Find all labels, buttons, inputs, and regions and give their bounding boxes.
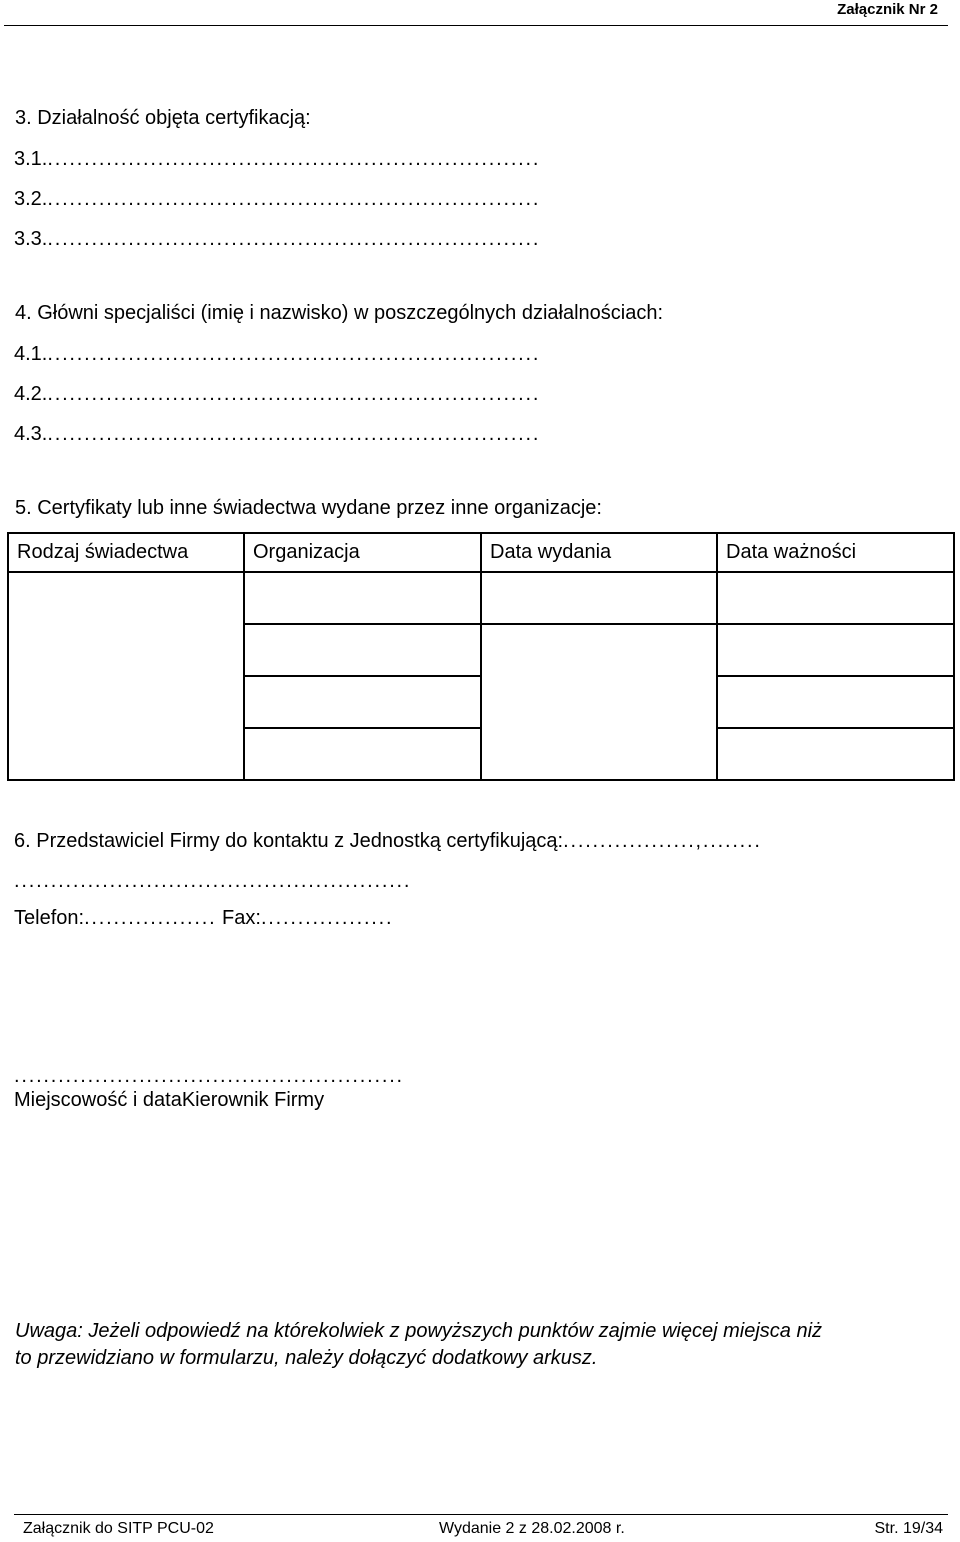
footer-rule xyxy=(14,1514,948,1515)
manager-label: Kierownik Firmy xyxy=(181,1089,325,1111)
note-line: to przewidziano w formularzu, należy dołączyć dodatkowy arkusz. xyxy=(15,1347,598,1369)
annex-label: Załącznik Nr 2 xyxy=(837,1,938,18)
column-header: Organizacja xyxy=(244,533,481,572)
item-3-1 xyxy=(14,147,540,171)
signature-labels xyxy=(14,1088,324,1112)
phone-label: Telefon: xyxy=(14,907,85,929)
table-cell-data-wydania[interactable] xyxy=(481,624,717,780)
item-number: 3.3. xyxy=(14,228,48,250)
header-rule xyxy=(4,25,948,26)
item-number: 4.3. xyxy=(14,423,48,445)
table-cell[interactable] xyxy=(717,676,954,728)
phone-fill: .................. xyxy=(84,907,217,929)
section4-title: 4. Główni specjaliści (imię i nazwisko) w poszczególnych działalnościach: xyxy=(15,302,664,324)
fax-label: Fax: xyxy=(222,907,261,929)
item-3-2 xyxy=(14,187,540,211)
fill-line: ..................,........ xyxy=(563,830,762,852)
phone-fax-line xyxy=(14,906,393,930)
table-cell[interactable] xyxy=(481,572,717,624)
column-header: Data wydania xyxy=(481,533,717,572)
table-cell[interactable] xyxy=(717,728,954,780)
section6-title-line xyxy=(14,829,762,853)
table-row xyxy=(8,572,954,624)
table-cell[interactable] xyxy=(717,624,954,676)
table-header-row xyxy=(8,533,954,572)
item-4-3 xyxy=(14,422,540,446)
certificates-table xyxy=(7,532,955,781)
note-line: Uwaga: Jeżeli odpowiedź na którekolwiek z powyższych punktów zajmie więcej miejsca niż xyxy=(15,1320,823,1342)
column-header: Rodzaj świadectwa xyxy=(8,533,244,572)
fill-line: ................................................................... xyxy=(47,343,541,365)
section5-title: 5. Certyfikaty lub inne świadectwa wydane przez inne organizacje: xyxy=(15,497,602,519)
fill-line: ................................................................... xyxy=(47,228,541,250)
item-4-2 xyxy=(14,382,540,406)
section3-title: 3. Działalność objęta certyfikacją: xyxy=(15,107,311,129)
fill-line: ................................................................... xyxy=(47,148,541,170)
section6-title: 6. Przedstawiciel Firmy do kontaktu z Jednostką certyfikującą: xyxy=(14,830,564,852)
column-header: Data ważności xyxy=(717,533,954,572)
item-number: 4.1. xyxy=(14,343,48,365)
item-number: 3.1. xyxy=(14,148,48,170)
fill-line: ................................................................... xyxy=(47,188,541,210)
footer-page: Str. 19/34 xyxy=(874,1520,943,1537)
table-cell[interactable] xyxy=(244,572,481,624)
footer-center: Wydanie 2 z 28.02.2008 r. xyxy=(439,1520,625,1537)
table-cell[interactable] xyxy=(244,624,481,676)
table-cell[interactable] xyxy=(244,676,481,728)
item-3-3 xyxy=(14,227,540,251)
table-cell[interactable] xyxy=(717,572,954,624)
table-cell-rodzaj[interactable] xyxy=(8,572,244,780)
item-number: 4.2. xyxy=(14,383,48,405)
table-cell[interactable] xyxy=(244,728,481,780)
item-number: 3.2. xyxy=(14,188,48,210)
note-block xyxy=(15,1318,955,1372)
place-date-label: Miejscowość i data xyxy=(14,1089,182,1111)
signature-fill: ..................................................... xyxy=(14,1065,404,1087)
item-4-1 xyxy=(14,342,540,366)
footer-left: Załącznik do SITP PCU-02 xyxy=(23,1520,214,1537)
fill-line: ................................................................... xyxy=(47,383,541,405)
fill-line-contact: ...................................................... xyxy=(14,870,412,892)
fax-fill: .................. xyxy=(260,907,394,929)
fill-line: ................................................................... xyxy=(47,423,541,445)
